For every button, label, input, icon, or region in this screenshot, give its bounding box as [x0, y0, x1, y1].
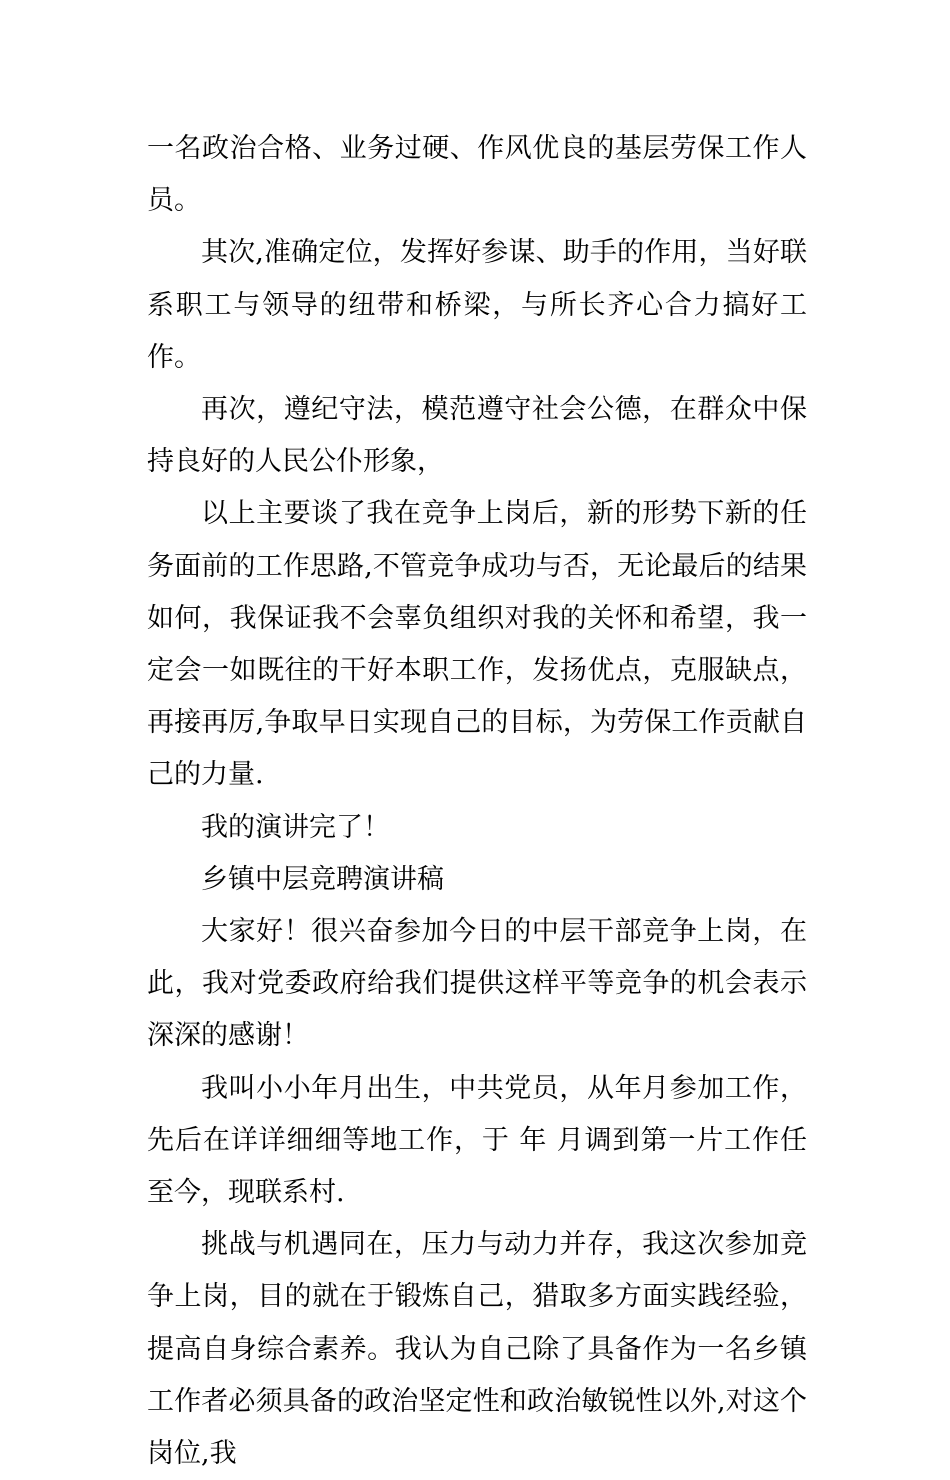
document-body [147, 123, 807, 1480]
paragraph-introduction: 我叫小小年月出生，中共党员，从年月参加工作，先后在详详细细等地工作，于 年 月调到第一片工作任至今，现联系村. [147, 1072, 807, 1209]
paragraph-greeting: 大家好！很兴奋参加今日的中层干部竞争上岗，在此，我对党委政府给我们提供这样平等竞争的机会表示深深的感谢！ [147, 916, 807, 1052]
paragraph-secondly: 其次,准确定位，发挥好参谋、助手的作用，当好联系职工与领导的纽带和桥梁，与所长齐心合力搞好工作。 [147, 237, 807, 373]
paragraph-motivation: 挑战与机遇同在，压力与动力并存，我这次参加竞争上岗，目的就在于锻炼自己，猎取多方面实践经验，提高自身综合素养。我认为自己除了具备作为一名乡镇工作者必须具备的政治坚定性和政治敏锐性以外,对这个岗位,我 [147, 1229, 807, 1470]
section-title: 乡镇中层竞聘演讲稿 [201, 863, 444, 895]
paragraph-thirdly: 再次，遵纪守法，模范遵守社会公德，在群众中保持良好的人民公仆形象， [147, 394, 807, 478]
paragraph-continuation: 一名政治合格、业务过硬、作风优良的基层劳保工作人员。 [147, 133, 807, 217]
paragraph-summary: 以上主要谈了我在竞争上岗后，新的形势下新的任务面前的工作思路,不管竞争成功与否，无论最后的结果如何，我保证我不会辜负组织对我的关怀和希望，我一定会一如既往的干好本职工作，发扬优点，克服缺点，再接再厉,争取早日实现自己的目标，为劳保工作贡献自己的力量. [147, 498, 807, 791]
paragraph-closing: 我的演讲完了！ [201, 811, 390, 843]
